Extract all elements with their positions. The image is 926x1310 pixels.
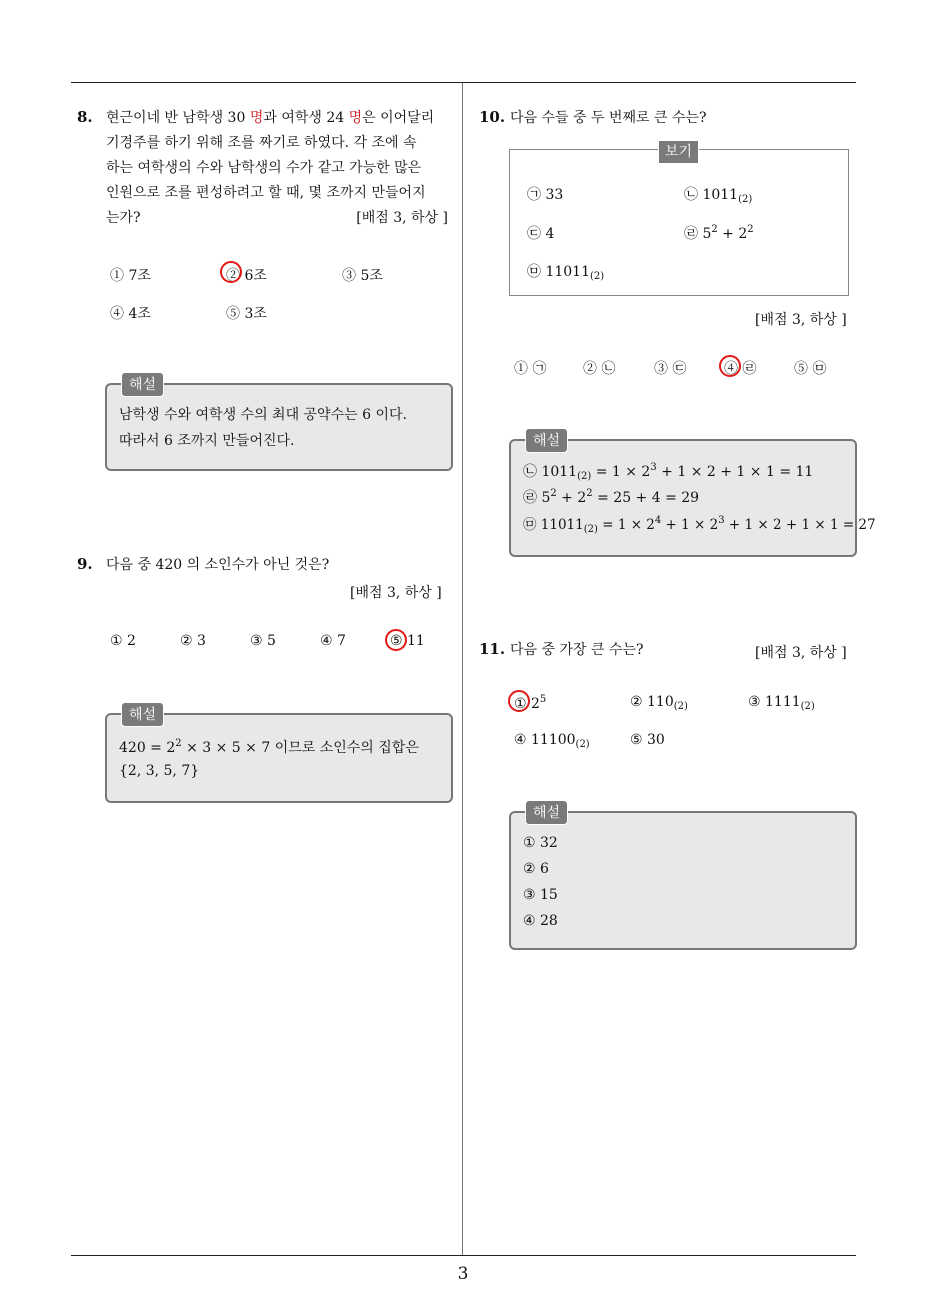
q11-choice-2[interactable]: ② $110_{(2)}$ <box>630 694 688 712</box>
q11-solution-line-1: ① 32 <box>523 835 558 851</box>
q8-choice-1[interactable]: ① 7조 <box>110 268 151 284</box>
column-divider <box>462 83 463 1255</box>
q8-choice-2[interactable]: ② 6조 <box>226 268 267 284</box>
q11-choice-3[interactable]: ③ $1111_{(2)}$ <box>748 694 815 712</box>
q8-solution-line-2: 따라서 6 조까지 만들어진다. <box>119 433 295 449</box>
q9-solution-line-2: {2, 3, 5, 7} <box>119 763 200 779</box>
q10-bogi-b: ㉡ $1011_{(2)}$ <box>684 187 753 205</box>
q8-line-4: 인원으로 조를 편성하려고 할 때, 몇 조까지 만들어지 <box>106 185 426 201</box>
q10-number: 10. <box>479 108 506 126</box>
q9-solution-label: 해설 <box>121 702 164 727</box>
answer-mark-circle <box>508 690 530 712</box>
q10-bogi-label: 보기 <box>658 140 699 164</box>
answer-mark-circle <box>385 629 407 651</box>
q8-line-3: 하는 여학생의 수와 남학생의 수가 같고 가능한 많은 <box>106 160 422 176</box>
q10-bogi-d: ㉣ $5^2 + 2^2$ <box>684 224 754 242</box>
q8-text <box>106 106 456 231</box>
q8-line-1: 현근이네 반 남학생 30 명과 여학생 24 명은 이어달리 <box>106 110 435 126</box>
q10-solution-line-1: ㉡ $1011_{(2)} = 1 \times 2^3 + 1 \times 2 + 1 \times 1 = 11$ <box>523 462 814 482</box>
q9-choice-3[interactable]: ③ 5 <box>250 633 276 649</box>
q10-bogi-e: ㉤ $11011_{(2)}$ <box>527 264 605 282</box>
q8-choice-3[interactable]: ③ 5조 <box>342 268 383 284</box>
q9-score: [배점 3, 하상 ] <box>350 585 442 601</box>
q11-solution-line-2: ② 6 <box>523 861 549 877</box>
q9-solution-line-1: $420 = 2^2 \times 3 \times 5 \times 7$ 이므로 소인수의 집합은 <box>119 738 419 756</box>
q11-score: [배점 3, 하상 ] <box>755 645 847 661</box>
q11-solution-line-3: ③ 15 <box>523 887 558 903</box>
q8-solution-box <box>105 377 453 471</box>
q11-solution-box <box>509 805 857 950</box>
q10-choice-5[interactable]: ⑤ ㉤ <box>794 361 827 377</box>
q10-solution-label: 해설 <box>525 428 568 453</box>
q10-bogi-c: ㉢ 4 <box>527 226 555 242</box>
q10-bogi-box <box>509 144 849 296</box>
bottom-rule <box>71 1255 856 1256</box>
q8-choice-5[interactable]: ⑤ 3조 <box>226 306 267 322</box>
q9-choice-4[interactable]: ④ 7 <box>320 633 346 649</box>
q11-choice-1[interactable]: ① $2^5$ <box>514 694 547 712</box>
q10-solution-line-2: ㉣ $5^2 + 2^2 = 25 + 4 = 29$ <box>523 488 700 506</box>
answer-mark-circle <box>719 355 741 377</box>
q11-choice-4[interactable]: ④ $11100_{(2)}$ <box>514 732 590 750</box>
q10-text: 다음 수들 중 두 번째로 큰 수는? <box>510 110 707 126</box>
q9-choice-1[interactable]: ① 2 <box>110 633 136 649</box>
q9-number: 9. <box>77 555 93 573</box>
q11-number: 11. <box>479 640 506 658</box>
q11-solution-label: 해설 <box>525 800 568 825</box>
top-rule <box>71 82 856 83</box>
q8-score: [배점 3, 하상 ] <box>356 210 448 226</box>
q11-solution-line-4: ④ 28 <box>523 913 558 929</box>
q9-choice-2[interactable]: ② 3 <box>180 633 206 649</box>
q9-solution-box <box>105 707 453 803</box>
q8-number: 8. <box>77 108 93 126</box>
q10-score: [배점 3, 하상 ] <box>755 312 847 328</box>
q10-choice-2[interactable]: ② ㉡ <box>583 361 616 377</box>
q10-choice-4[interactable]: ④ ㉣ <box>724 361 757 377</box>
q8-line-2: 기경주를 하기 위해 조를 짜기로 하였다. 각 조에 속 <box>106 135 417 151</box>
q11-text: 다음 중 가장 큰 수는? <box>510 642 644 658</box>
q8-solution-line-1: 남학생 수와 여학생 수의 최대 공약수는 6 이다. <box>119 407 407 423</box>
q10-solution-box <box>509 433 876 557</box>
q8-line-5: 는가? [배점 3, 하상 ] <box>106 206 456 231</box>
page-number: 3 <box>457 1264 469 1284</box>
q10-bogi-a: ㉠ 33 <box>527 187 564 203</box>
q9-choice-5[interactable]: ⑤ 11 <box>390 633 425 649</box>
q10-choice-3[interactable]: ③ ㉢ <box>654 361 687 377</box>
q9-text: 다음 중 420 의 소인수가 아닌 것은? <box>106 557 330 573</box>
q11-choice-5[interactable]: ⑤ 30 <box>630 732 665 748</box>
q8-choice-4[interactable]: ④ 4조 <box>110 306 151 322</box>
q10-solution-line-3: ㉤ $11011_{(2)} = 1 \times 2^4 + 1 \times 2^3 + 1 \times 2 + 1 \times 1 = 27$ <box>523 515 876 535</box>
answer-mark-circle <box>220 261 242 283</box>
q10-choice-1[interactable]: ① ㉠ <box>514 361 547 377</box>
q8-solution-label: 해설 <box>121 372 164 397</box>
